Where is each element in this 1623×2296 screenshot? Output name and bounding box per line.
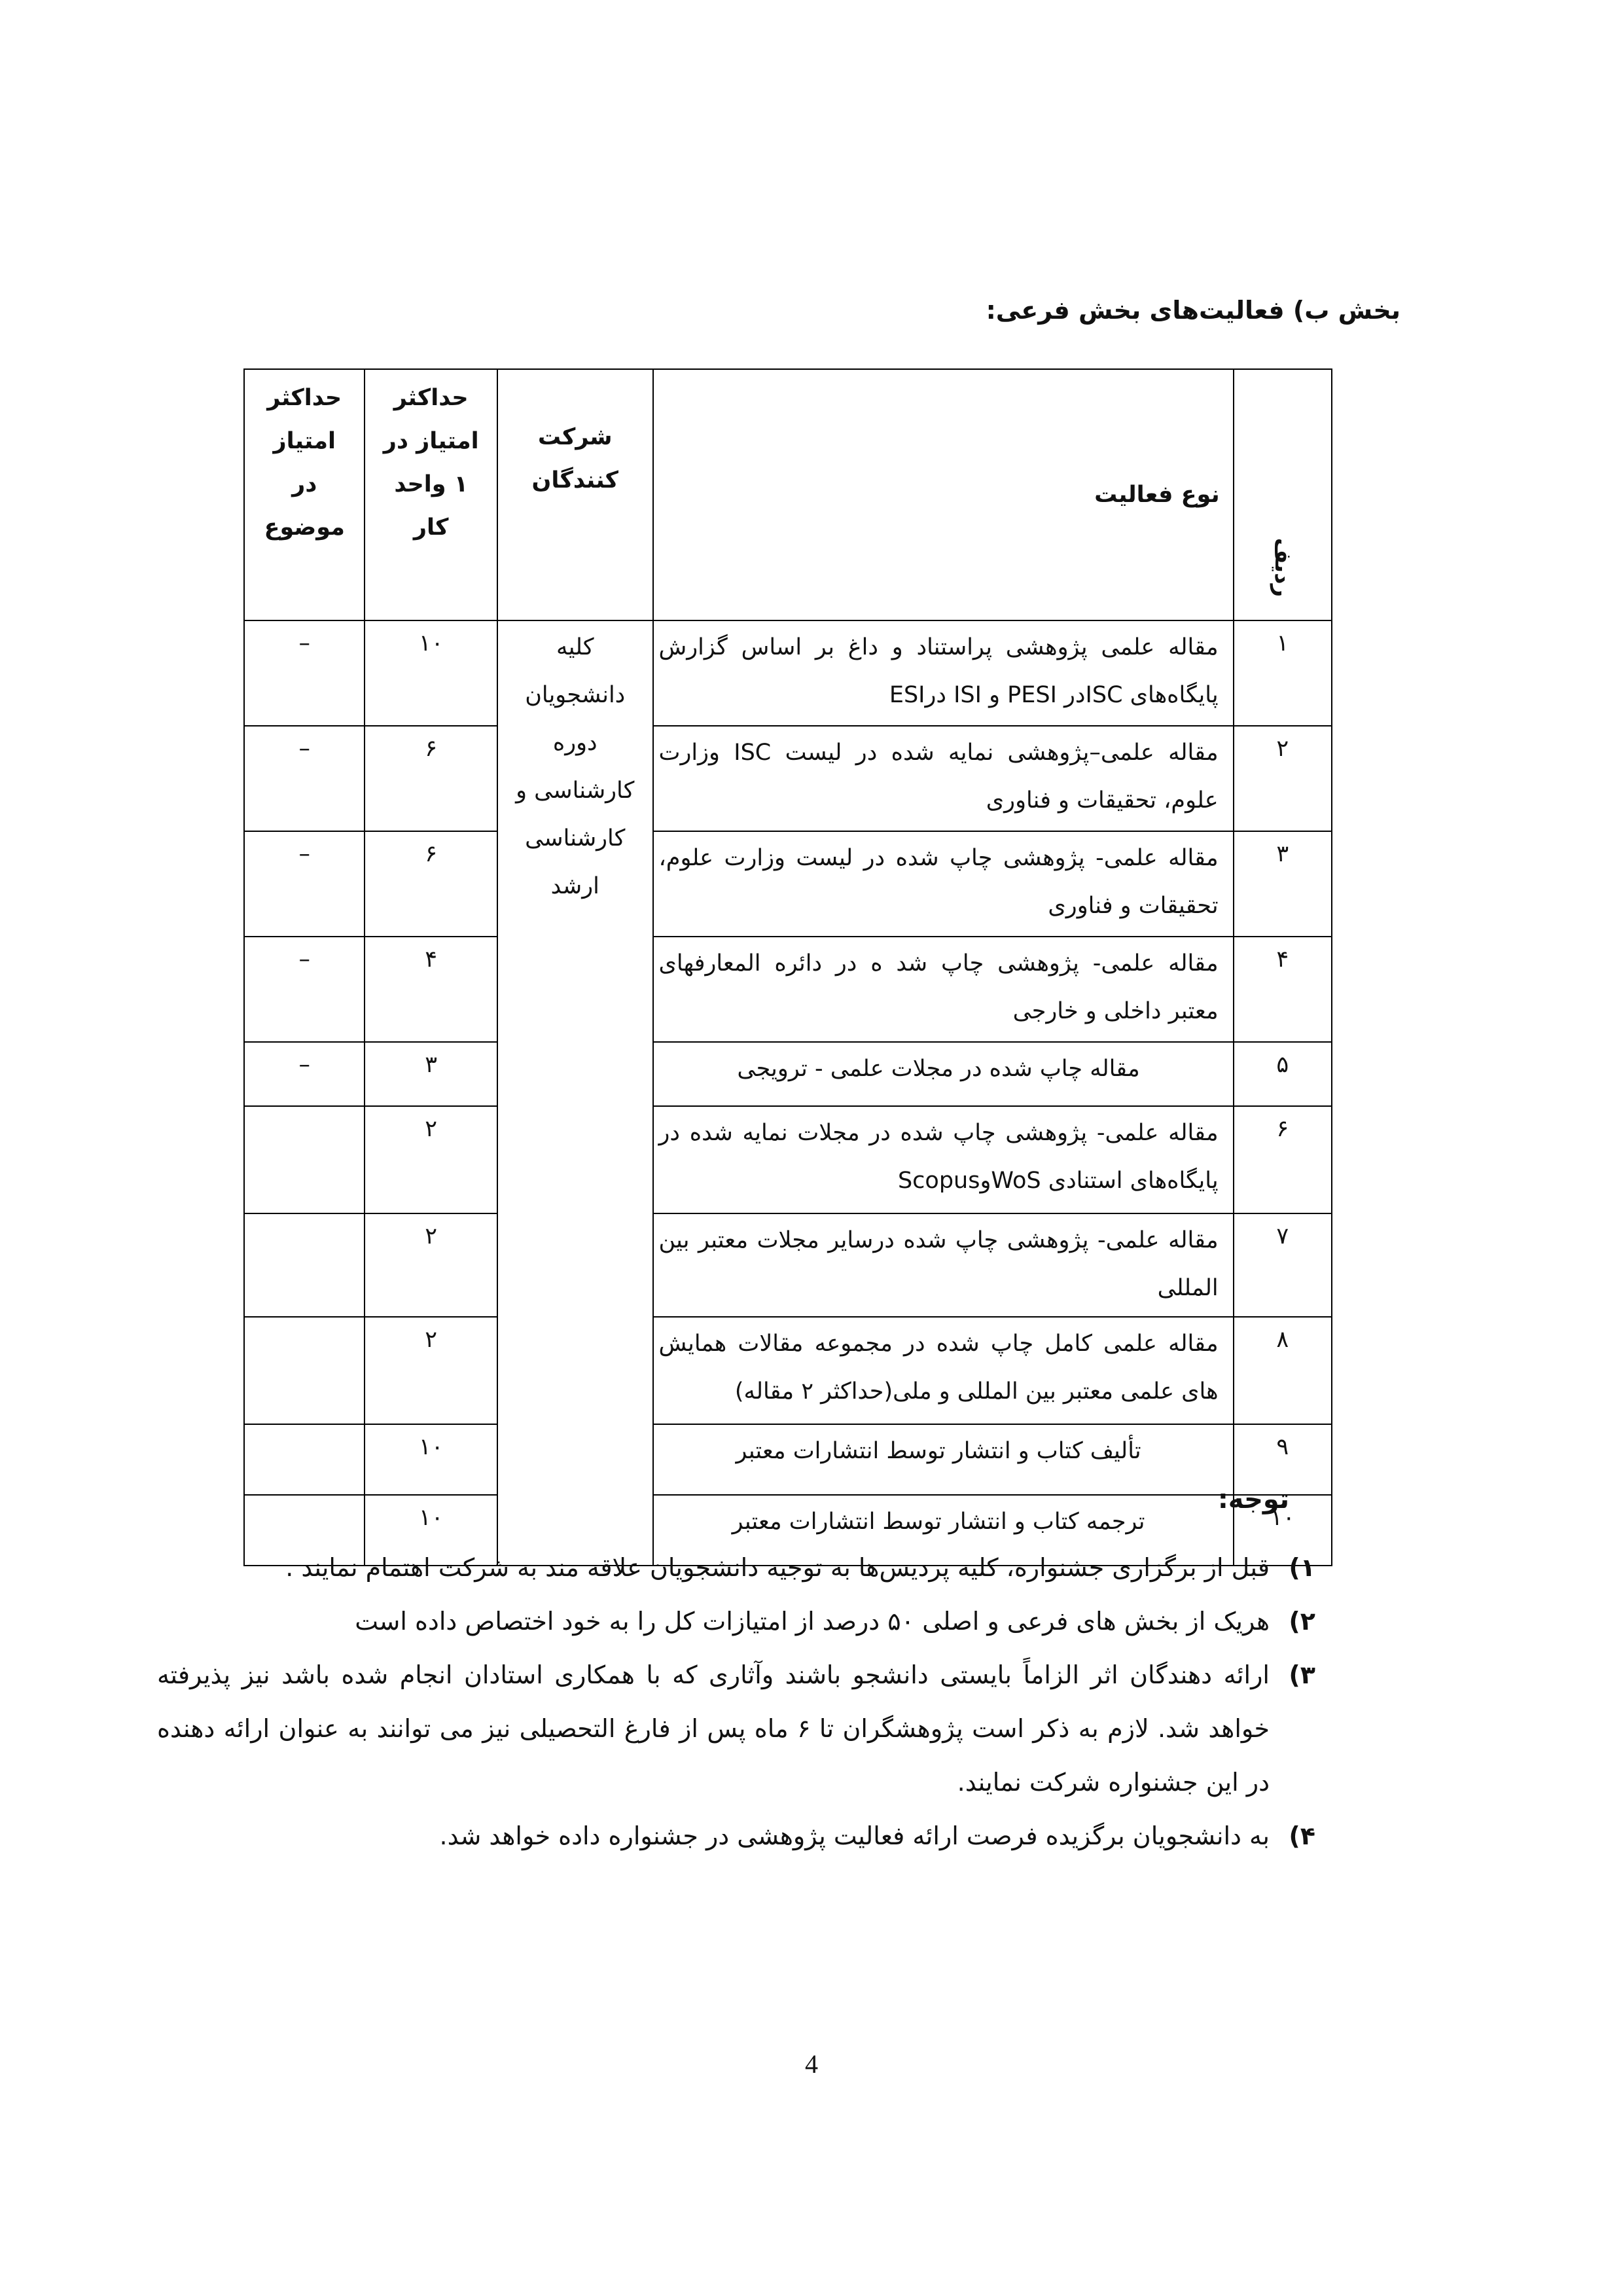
row-number: ۱ [1234,620,1332,726]
max-unit-cell: ۲ [365,1317,497,1424]
note-text: قبل از برگزاری جشنواره، کلیه پردیس‌ها به توجیه دانشجویان علاقه مند به شرکت اهتمام نمایند . [285,1553,1270,1582]
max-unit-cell: ۱۰ [365,1424,497,1495]
note-item [157,1809,1315,1863]
row-number: ۶ [1234,1106,1332,1213]
table-row [244,1424,1332,1495]
max-unit-cell: ۲ [365,1106,497,1213]
max-unit-cell: ۱۰ [365,620,497,726]
max-topic-cell: – [244,620,365,726]
max-topic-cell [244,1424,365,1495]
note-number: ۲) [1289,1607,1315,1636]
table-row [244,937,1332,1042]
note-item [157,1648,1315,1809]
table-row [244,831,1332,937]
notes-list [157,1541,1315,1863]
table-row [244,726,1332,831]
activity-cell: مقاله چاپ شده در مجلات علمی - ترویجی [653,1042,1234,1106]
activity-cell: مقاله علمی- پژوهشی چاپ شده در لیست وزارت علوم، تحقیقات و فناوری [653,831,1234,937]
max-topic-cell: – [244,937,365,1042]
activity-cell: مقاله علمی- پژوهشی چاپ شده درسایر مجلات معتبر بین المللی [653,1213,1234,1317]
max-topic-cell: – [244,1042,365,1106]
max-unit-cell: ۲ [365,1213,497,1317]
table-row [244,1042,1332,1106]
table-row [244,1213,1332,1317]
note-text: هریک از بخش های فرعی و اصلی ۵۰ درصد از امتیازات کل را به خود اختصاص داده است [355,1607,1270,1636]
activity-cell: مقاله علمی–پژوهشی نمایه شده در لیست ISC وزارت علوم، تحقیقات و فناوری [653,726,1234,831]
note-number: ۱) [1289,1553,1315,1582]
row-number: ۹ [1234,1424,1332,1495]
note-number: ۴) [1289,1821,1315,1850]
activity-cell: مقاله علمی پژوهشی پراستناد و داغ بر اساس گزارش پایگاه‌های ISCدر PESI و ISI درESI [653,620,1234,726]
row-number: ۳ [1234,831,1332,937]
header-row-number: ردیف [1234,369,1332,620]
activity-cell: ترجمه کتاب و انتشار توسط انتشارات معتبر [653,1495,1234,1566]
max-topic-cell [244,1213,365,1317]
note-number: ۳) [1289,1660,1315,1689]
max-unit-cell: ۶ [365,831,497,937]
activity-cell: تألیف کتاب و انتشار توسط انتشارات معتبر [653,1424,1234,1495]
header-max-score-per-unit: حداکثر امتیاز در ۱ واحد کار [365,369,497,620]
max-unit-cell: ۳ [365,1042,497,1106]
max-topic-cell [244,1317,365,1424]
max-topic-cell: – [244,831,365,937]
row-number: ۵ [1234,1042,1332,1106]
notes-title: توجه: [1217,1484,1289,1515]
header-participants: شرکت کنندگان [497,369,653,620]
row-number: ۴ [1234,937,1332,1042]
max-unit-cell: ۱۰ [365,1495,497,1566]
note-text: به دانشجویان برگزیده فرصت ارائه فعالیت پژوهشی در جشنواره داده خواهد شد. [439,1821,1270,1850]
activity-cell: مقاله علمی کامل چاپ شده در مجموعه مقالات همایش های علمی معتبر بین المللی و ملی(حداکثر ۲ مقاله) [653,1317,1234,1424]
row-number: ۸ [1234,1317,1332,1424]
section-title: بخش ب) فعالیت‌های بخش فرعی: [986,296,1400,325]
note-item [157,1541,1315,1594]
max-unit-cell: ۶ [365,726,497,831]
max-topic-cell: – [244,726,365,831]
table-row [244,1106,1332,1213]
max-topic-cell [244,1106,365,1213]
table-row [244,620,1332,726]
row-number: ۷ [1234,1213,1332,1317]
activity-cell: مقاله علمی- پژوهشی چاپ شده در مجلات نمایه شده در پایگاه‌های استنادی WoSوScopus [653,1106,1234,1213]
note-text: ارائه دهندگان اثر الزاماً بایستی دانشجو باشند وآثاری که با همکاری استادان انجام شده باشد نیز پذیرفته خواهد شد. لازم به ذکر است پژوهشگران تا ۶ ماه پس از فارغ التحصیلی نیز می توانند به عنوان ارائه دهنده در این جشنواره شرکت نمایند. [157,1660,1270,1797]
table-row [244,1317,1332,1424]
header-activity-type: نوع فعالیت [653,369,1234,620]
max-unit-cell: ۴ [365,937,497,1042]
row-number: ۲ [1234,726,1332,831]
participants-cell: کلیه دانشجویان دوره کارشناسی و کارشناسی ارشد [497,620,653,1566]
header-max-score-in-topic: حداکثر امتیاز در موضوع [244,369,365,620]
note-item [157,1594,1315,1648]
row-number: ۱۰ [1234,1495,1332,1566]
table-header-row [244,369,1332,620]
page-number: 4 [805,2049,818,2079]
activity-cell: مقاله علمی- پژوهشی چاپ شد ه در دائره المعارفهای معتبر داخلی و خارجی [653,937,1234,1042]
activities-table [243,368,1332,1566]
